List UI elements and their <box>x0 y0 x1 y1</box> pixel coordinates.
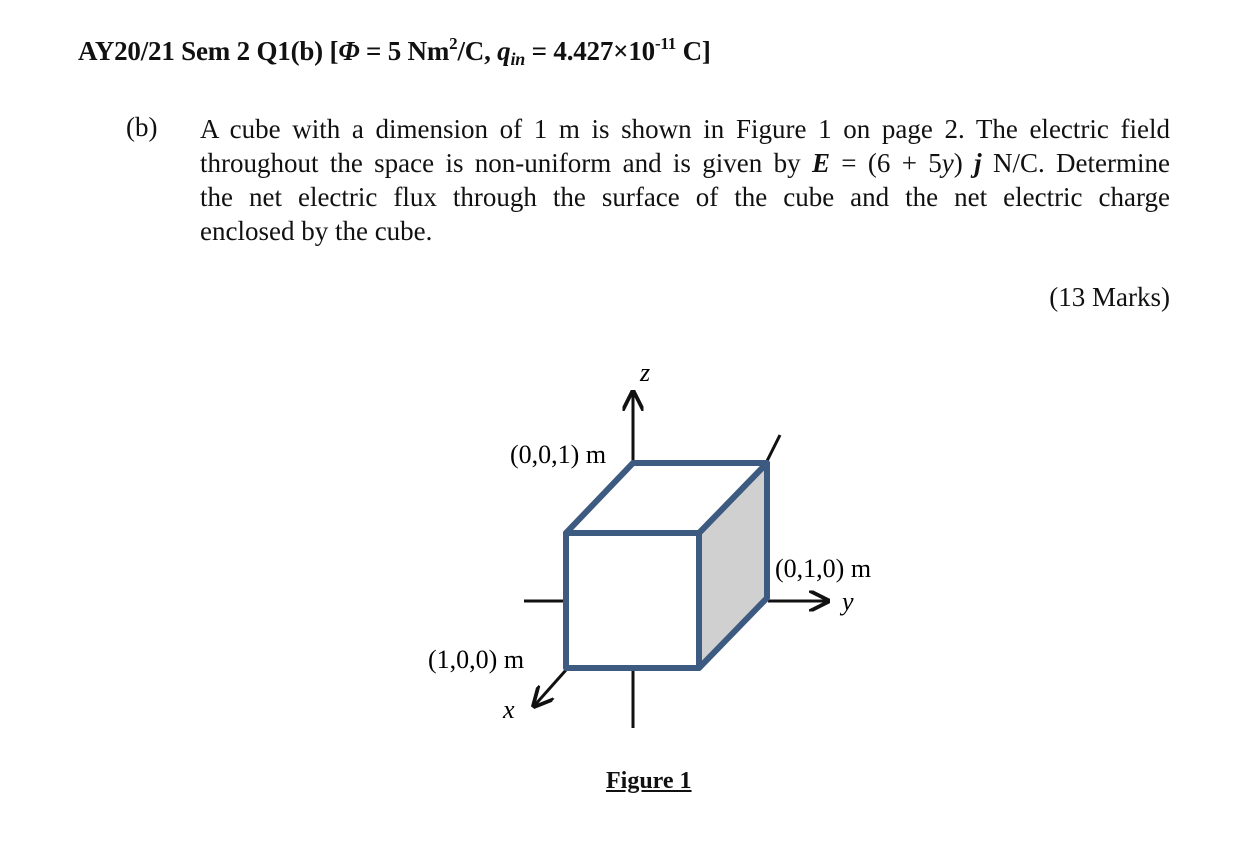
unit-vector-j: j <box>974 148 982 178</box>
field-unit: N/C. Determine <box>981 148 1170 178</box>
field-expr-b: ) <box>953 148 975 178</box>
flux-exponent: 2 <box>449 34 458 53</box>
flux-value: = 5 Nm <box>359 36 450 66</box>
field-expr-a: = (6 + 5 <box>829 148 942 178</box>
point-label-x: (1,0,0) m <box>428 645 525 674</box>
question-line-3: the net electric flux through the surface of the cube and the net electric charge <box>200 182 1170 212</box>
charge-subscript: in <box>510 49 526 69</box>
question-line-1: A cube with a dimension of 1 m is shown in Figure 1 on page 2. The electric field <box>200 114 1170 144</box>
y-axis-label: y <box>842 587 854 616</box>
field-var-y: y <box>941 148 954 178</box>
point-label-y: (0,1,0) m <box>775 554 872 583</box>
question-line-2-text: throughout the space is non-uniform and is given by <box>200 148 812 178</box>
z-axis-label: z <box>640 358 651 387</box>
back-diagonal-line <box>766 435 780 463</box>
part-label: (b) <box>126 112 158 142</box>
question-line-4: enclosed by the cube. <box>200 216 433 246</box>
charge-symbol: q <box>497 36 511 66</box>
cube-front-face <box>566 533 699 668</box>
charge-unit: C] <box>676 36 711 66</box>
figure-caption: Figure 1 <box>606 768 692 794</box>
field-symbol: E <box>811 148 830 178</box>
point-label-z: (0,0,1) m <box>510 440 607 469</box>
header-prefix: AY20/21 Sem 2 Q1(b) [ <box>78 36 339 66</box>
charge-exponent: -11 <box>654 34 677 53</box>
x-axis-line <box>534 670 566 706</box>
marks-label: (13 Marks) <box>1049 282 1170 312</box>
charge-value: = 4.427×10 <box>525 36 655 66</box>
flux-unit: /C, <box>457 36 498 66</box>
x-axis-label: x <box>503 695 515 724</box>
flux-symbol: Φ <box>338 36 360 66</box>
